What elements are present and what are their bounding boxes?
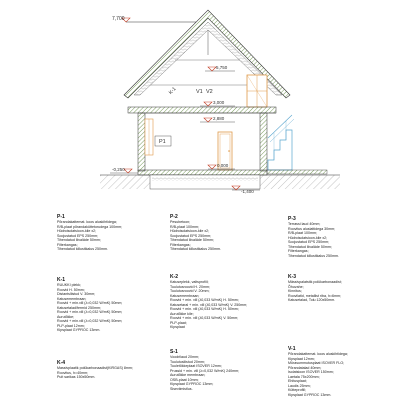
note-line: Katusetaral + min. vill (λ0,033 W/mK) V. 250mm;	[170, 302, 248, 307]
note-line: Põrandakattemat. koos aluskihtidega;	[57, 220, 117, 225]
note-block-p2	[170, 214, 221, 252]
elevation-marker-top-plate	[205, 65, 235, 71]
note-line: Roovid + min.vill (λ=0,032 W/mK) 50mm;	[57, 319, 123, 324]
note-line: Hüdroisolatsioon-kile x2;	[170, 229, 210, 234]
elevation-attic-floor: 3,000	[213, 100, 225, 105]
note-line: PLP-plaat 12mm;	[57, 323, 85, 328]
note-line: Pesubetoon;	[170, 220, 191, 225]
note-line: Terrassi laud 40mm;	[288, 222, 321, 227]
elevation-marker-ridge	[112, 16, 196, 22]
note-line: Prussid + min. vill (λ=0,032 W/mK) 240mm;	[170, 368, 240, 373]
note-line: Kinnitus;	[288, 289, 302, 294]
note-line: Puit sarikas 150x50mm.	[57, 375, 96, 380]
elevation-floor: 0,000	[217, 163, 229, 168]
note-line: R/B-plaat 100mm;	[170, 224, 199, 229]
note-line: Filterkangas;	[170, 242, 191, 247]
note-line: Tuuletõkkeplaat ISOVER 12mm;	[170, 364, 222, 369]
elevation-ceiling: 2,880	[213, 116, 225, 121]
note-line: Ehitusplaat;	[288, 379, 307, 384]
note-line: Laetala 75x200mm;	[288, 374, 320, 379]
note-line: Isolatsioon ISOVER 150mm;	[288, 370, 334, 375]
note-line: Laudis 25mm;	[288, 383, 311, 388]
note-id: K-2	[170, 274, 179, 280]
note-line: Mürasummutusplaat ISOVER FLO;	[288, 361, 345, 366]
elevation-marker-ground	[110, 167, 138, 173]
note-line: R/B-plaat 100mm;	[288, 231, 317, 236]
note-line: Hüdroisolatsioon-kile x2;	[57, 229, 97, 234]
note-line: R/B-plaat põrandaküttetorudega 100mm;	[57, 224, 123, 229]
elevation-foundation: -1,400	[241, 189, 254, 194]
note-id: K-3	[288, 274, 297, 280]
note-line: Tihendatud liivaläde 50mm;	[288, 244, 332, 249]
note-line: Massivplaatik polükarbonaadist(KIRGAS) 8mm;	[57, 366, 133, 371]
note-line: Katusetalad, Tolu 120x50mm.	[288, 298, 336, 303]
note-line: Katusemembraan;	[57, 296, 87, 301]
note-id: P-2	[170, 214, 178, 220]
note-block-k1	[57, 277, 122, 333]
note-line: Põrandakattemat. koos aluskihtidega;	[288, 352, 348, 357]
label-p1: P1	[159, 139, 166, 145]
label-k1: K-1	[167, 86, 178, 96]
note-line: Tihendatud liivaläde 50mm;	[170, 238, 214, 243]
note-id: S-1	[170, 349, 178, 355]
note-line: Roovid + min.vill (λ=0,032 W/mK) 50mm;	[57, 301, 123, 306]
note-line: Roovid + min.vill (λ=0,032 W/mK) 50mm;	[57, 310, 123, 315]
note-line: Kipsplaat GYPROC 13mm.	[57, 328, 101, 333]
note-id: K-4	[57, 360, 66, 366]
note-id: V-1	[288, 346, 296, 352]
label-v2: V2	[206, 89, 213, 95]
attic-window	[247, 75, 267, 107]
note-line: Roovilatid, metallist riba, h=6mm;	[288, 293, 342, 298]
note-line: Roovid + min. vill (λ0,033 W/mK) H. 50mm;	[170, 298, 239, 303]
note-line: Katusetalad/fermid 250mm;	[57, 305, 101, 310]
note-line: PLP-plaat;	[170, 320, 187, 325]
note-line: Roovitus aluslattidega 30mm;	[288, 226, 336, 231]
note-line: Filterkangas;	[57, 242, 78, 247]
note-line: Roovitus, h=40mm;	[57, 370, 89, 375]
note-line: Roovid + min. vill (λ0,033 W/mK) V. 50mm;	[170, 316, 239, 321]
elevation-marker-ceiling	[200, 116, 235, 122]
note-block-p3	[288, 216, 339, 258]
note-line: Soojustatud EPS 250mm;	[57, 233, 99, 238]
note-line: Õhuvahe;	[288, 284, 304, 289]
note-id: K-1	[57, 277, 66, 283]
note-block-p1	[57, 214, 122, 252]
note-line: Soojustatud EPS 250mm;	[170, 233, 212, 238]
note-line: Distantsliistud V. 30mm;	[57, 292, 96, 297]
note-block-s1	[170, 349, 239, 391]
note-line: Põrandatalad 40mm;	[288, 365, 322, 370]
exterior-stair	[268, 115, 294, 170]
note-line: Kipsplaat GYPROC 13mm.	[288, 392, 332, 397]
note-line: Aurutõkke;	[57, 314, 75, 319]
attic-floor-slab	[128, 107, 276, 113]
note-line: OSB-plaat 10mm;	[170, 377, 199, 382]
note-line: Tihendatud liivaläde 50mm;	[57, 238, 101, 243]
note-block-k2	[170, 274, 247, 330]
note-line: Hüdroisolatsioon-kile x2;	[288, 235, 328, 240]
elevation-top-plate: 5,750	[216, 65, 228, 70]
note-line: Tuulutusliistud 20mm;	[170, 359, 205, 364]
note-line: Katusemembraan;	[170, 293, 200, 298]
ground-floor-walls	[138, 113, 267, 171]
note-line: Kipsplaat	[170, 325, 185, 330]
note-line: Kipsplaat GYPROC 13mm;	[170, 382, 214, 387]
note-line: Tihendatud killustikalus 250mm.	[170, 247, 222, 252]
note-line: RUUKKI plekk;	[57, 283, 81, 288]
label-v1: V1	[196, 89, 203, 95]
note-line: Soojustatud EPS 250mm;	[288, 240, 330, 245]
note-line: Voodrilaud 20mm;	[170, 355, 199, 360]
note-line: Roovid H. 50mm;	[57, 287, 85, 292]
note-line: Katuseplekk, valtsprofiil;	[170, 280, 209, 285]
ground-floor-slab	[138, 170, 267, 175]
note-line: Tuulutusroovid H. 20mm;	[170, 284, 211, 289]
note-line: Aurutõkke kile;	[170, 311, 194, 316]
elevation-marker-attic-floor	[200, 100, 235, 106]
note-line: Filterkangas;	[288, 249, 309, 254]
note-block-k3	[288, 274, 342, 303]
note-line: Kütteprofiil;	[288, 388, 306, 393]
note-line: Tihendatud killustikalus 250mm.	[57, 247, 109, 252]
note-id: P-3	[288, 216, 296, 222]
note-line: Roovid + min. vill (λ0,033 W/mK) H. 50mm;	[170, 307, 239, 312]
note-line: Aurutõkke membraan;	[170, 373, 206, 378]
note-line: Mässivpalatstik polükarbonaadist;	[288, 280, 342, 285]
note-line: Tihendatud killustikalus 250mm.	[288, 253, 340, 258]
note-line: Tuulutusroovid V. 20mm;	[170, 289, 210, 294]
note-id: P-1	[57, 214, 65, 220]
note-line: Kipsplaat 12mm;	[288, 356, 315, 361]
construction-notes	[0, 200, 400, 412]
note-line: Siseviimistlus.	[170, 386, 193, 391]
terrace	[267, 170, 327, 174]
note-block-v1	[288, 346, 348, 397]
elevation-ground: -0,250	[112, 167, 125, 172]
note-block-k4	[57, 360, 133, 380]
foundation	[100, 175, 340, 189]
section-drawing	[0, 0, 400, 200]
elevation-ridge: 7,700	[112, 16, 125, 22]
